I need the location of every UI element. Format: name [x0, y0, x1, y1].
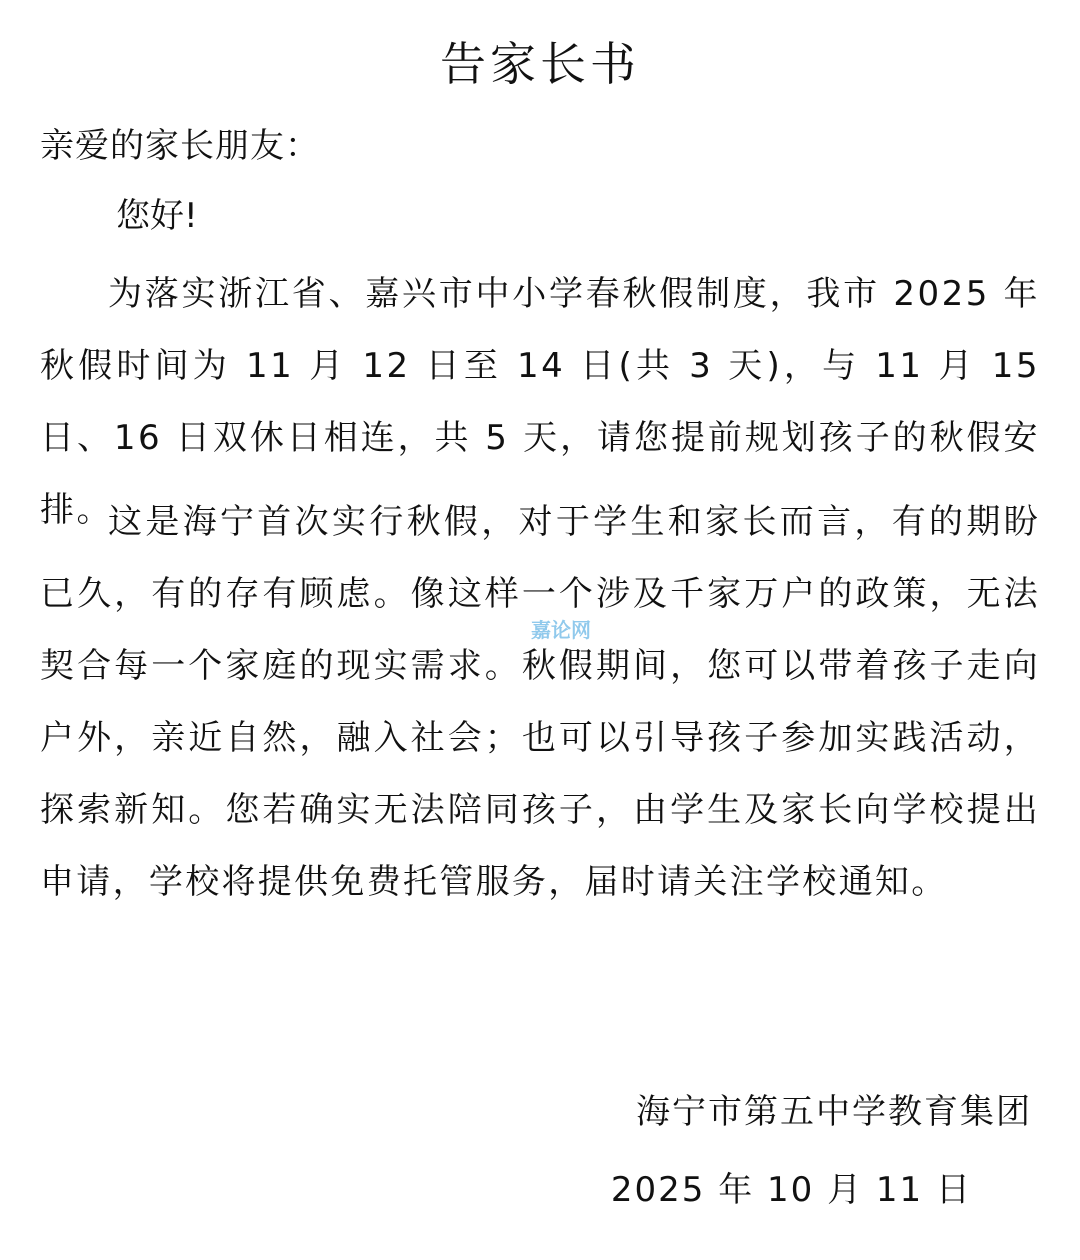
watermark-logo — [526, 618, 596, 652]
paragraph-policy-and-childcare: 这是海宁首次实行秋假，对于学生和家长而言，有的期盼已久，有的存有顾虑。像这样一个涉及千家万户的政策，无法契合每一个家庭的现实需求。秋假期间，您可以带着孩子走向户外，亲近自然，融入社会；也可以引导孩子参加实践活动，探索新知。您若确实无法陪同孩子，由学生及家长向学校提出申请，学校将提供免费托管服务，届时请关注学校通知。 — [40, 502, 1040, 902]
issuer-signature: 海宁市第五中学教育集团 — [636, 1092, 1032, 1132]
letter-title: 告家长书 — [440, 37, 640, 91]
greeting: 您好! — [116, 196, 198, 236]
paragraph-autumn-break-dates: 为落实浙江省、嘉兴市中小学春秋假制度，我市 2025 年秋假时间为 11 月 12 日至 14 日(共 3 天)，与 11 月 15 日、16 日双休日相连，共 5 天，请您提前规划孩子的秋假安排。 — [40, 274, 1040, 530]
issue-date: 2025 年 10 月 11 日 — [610, 1170, 972, 1210]
watermark-text: 嘉论网 — [531, 618, 591, 642]
salutation: 亲爱的家长朋友： — [40, 126, 320, 166]
